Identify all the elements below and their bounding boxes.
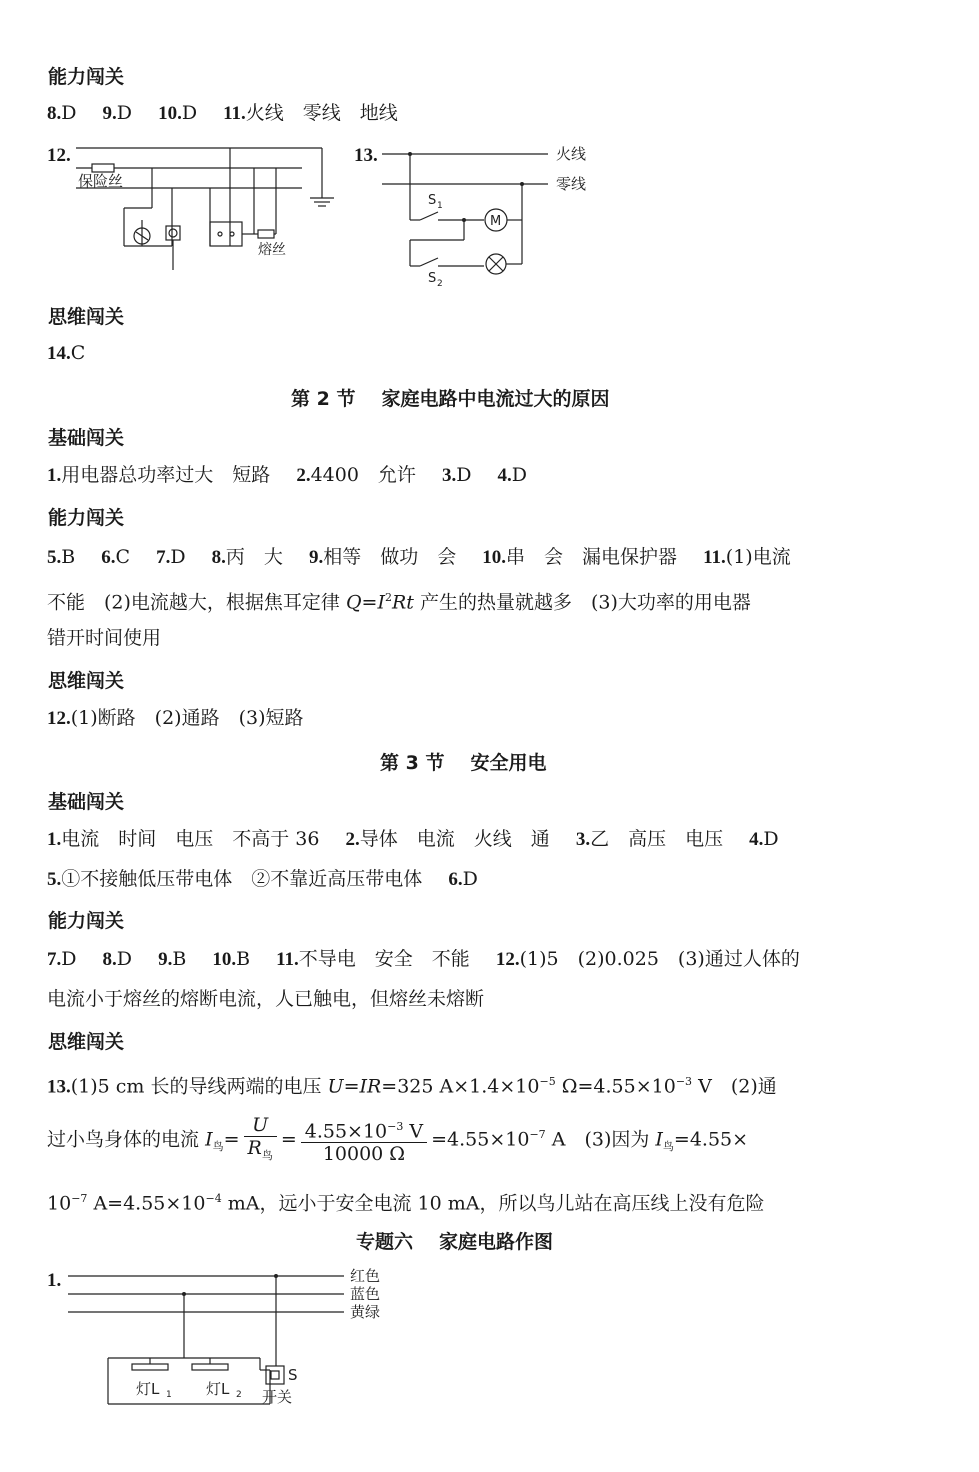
lamp2-sub: 2	[236, 1390, 242, 1400]
answer-line-s3-13a: 13.(1)5 cm 长的导线两端的电压 U=IR=325 $A\times 1.4\times 10^{-5}$ $\Omega=4.55\times 10^{-3}$ V (2)通	[47, 1075, 777, 1098]
q-num: 9.	[102, 103, 117, 124]
answer-line-8-11	[47, 100, 398, 127]
section-heading-basic: 基础闯关	[48, 791, 125, 813]
answer: D	[116, 102, 133, 124]
q-num: 11.	[223, 103, 246, 124]
topic-title-6: 专题六 家庭电路作图	[356, 1231, 554, 1253]
live-wire-label: 火线	[556, 145, 587, 163]
answer-line-s2-11d: 错开时间使用	[47, 627, 162, 649]
answer-line-14: 14.C	[47, 342, 86, 364]
section-heading-thinking: 思维闯关	[48, 670, 125, 692]
answer-line-s3-5-6: 5.①不接触低压带电体 ②不靠近高压带电体 6.D	[47, 868, 478, 890]
answer-line-s3-13c: 过小鸟身体的电流 $I_鸟=$ $\frac{U}{R_鸟}$ = $\frac{4.55\times 10^{-3} V}{10000 \Omega}$ $=4.55\times 10^{-7}$ A (3)因为 $I_鸟=4.55\times$	[47, 1114, 749, 1166]
red-wire-label: 红色	[350, 1267, 381, 1285]
q-num: 10.	[158, 103, 182, 124]
answer-line-s2-5-11: 5.B 6.C 7.D 8.丙 大 9.相等 做功 会 10.串 会 漏电保护器 11.(1)电流	[47, 546, 791, 568]
section-heading-ability: 能力闯关	[48, 66, 125, 88]
section-heading-thinking: 思维闯关	[48, 306, 125, 328]
switch-s2-label: S	[428, 271, 437, 286]
circuit-diagram-13	[380, 140, 610, 290]
motor-label: M	[490, 214, 502, 229]
neutral-wire-label: 零线	[556, 175, 587, 193]
section-title-3: 第 3 节 安全用电	[380, 752, 547, 774]
answer: 火线 零线 地线	[245, 102, 398, 124]
lamp1-label: 灯L	[136, 1380, 160, 1398]
fuse-label: 保险丝	[78, 172, 124, 190]
t6-q1-number: 1.	[47, 1270, 62, 1291]
answer-line-s3-13e: $10^{-7}$ $A=4.55\times 10^{-4}$ mA，远小于安全电流 10 mA，所以鸟儿站在高压线上没有危险	[47, 1192, 765, 1215]
answer: D	[181, 102, 198, 124]
wiring-diagram-topic6	[60, 1266, 400, 1416]
q13-number: 13.	[354, 145, 378, 166]
switch-s2-sub: 2	[437, 279, 443, 289]
answer-line-s2-11b: 不能 (2)电流越大，根据焦耳定律 $Q=I^2Rt$ 产生的热量就越多 (3)大功率的用电器	[47, 591, 751, 614]
q-num: 8.	[47, 103, 62, 124]
answer-line-s2-12: 12.(1)断路 (2)通路 (3)短路	[47, 707, 304, 729]
section-heading-thinking: 思维闯关	[48, 1031, 125, 1053]
switch-s-label: S	[288, 1366, 298, 1384]
answer: D	[61, 102, 77, 124]
circuit-diagram-12	[76, 140, 346, 280]
answer-line-s3-7-12: 7.D 8.D 9.B 10.B 11.不导电 安全 不能 12.(1)5 (2)0.025 (3)通过人体的	[47, 948, 800, 970]
section-title-2: 第 2 节 家庭电路中电流过大的原因	[291, 388, 610, 410]
melt-label: 熔丝	[258, 242, 286, 258]
switch-s1-sub: 1	[437, 201, 443, 211]
switch-s1-label: S	[428, 193, 437, 208]
answer-line-s3-1-4: 1.电流 时间 电压 不高于 36 2.导体 电流 火线 通 3.乙 高压 电压 4.D	[47, 828, 779, 850]
switch-label: 开关	[262, 1388, 293, 1406]
answer-line-s3-12b: 电流小于熔丝的熔断电流，人已触电，但熔丝未熔断	[47, 988, 485, 1010]
section-heading-ability: 能力闯关	[48, 507, 125, 529]
section-heading-basic: 基础闯关	[48, 427, 125, 449]
q12-number: 12.	[47, 145, 71, 166]
lamp1-sub: 1	[166, 1390, 172, 1400]
lamp2-label: 灯L	[206, 1380, 230, 1398]
section-heading-ability: 能力闯关	[48, 910, 125, 932]
blue-wire-label: 蓝色	[350, 1285, 381, 1303]
answer-line-s2-1-4: 1.用电器总功率过大 短路 2.4400 允许 3.D 4.D	[47, 464, 527, 486]
yellow-green-wire-label: 黄绿	[350, 1303, 381, 1321]
